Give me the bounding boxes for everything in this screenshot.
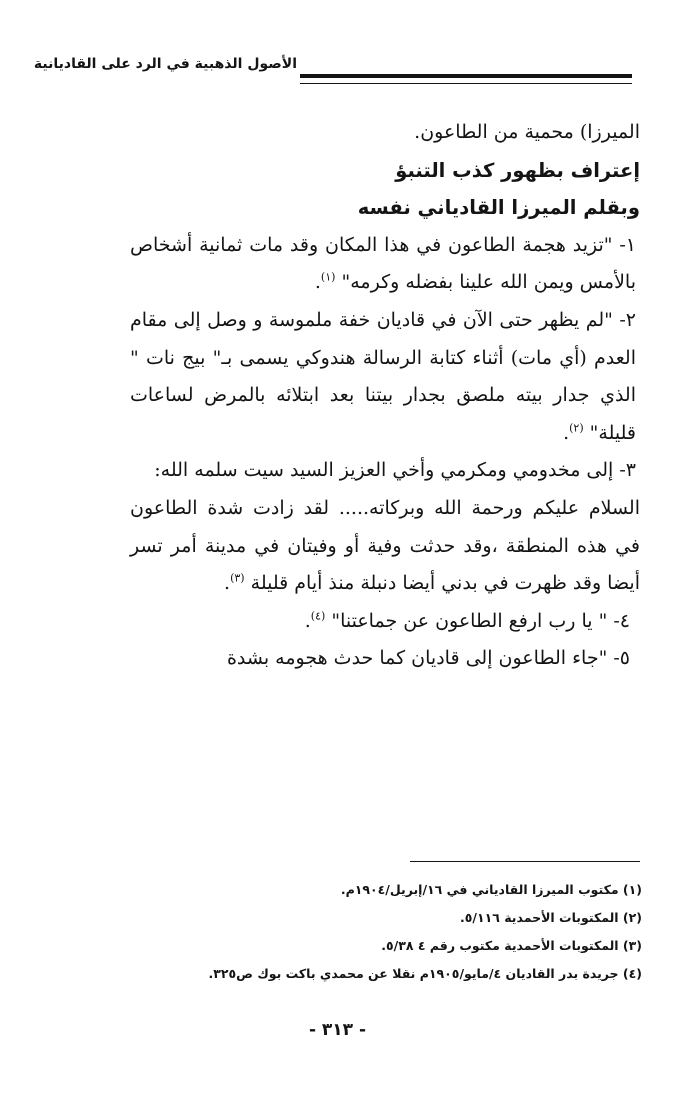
- opening-line: الميرزا) محمية من الطاعون.: [414, 121, 640, 143]
- footnote-ref: (٤): [310, 609, 326, 623]
- quote-item-end: .: [304, 609, 311, 632]
- quote-item-1: [130, 227, 640, 302]
- footnote-separator: [410, 861, 640, 862]
- quote-item-text: السلام عليكم ورحمة الله وبركاته..... لقد زادت شدة الطاعون في هذه المنطقة ،وقد حدثت وفية أو وفيتان في مدينة أمر تسر أيضا وقد ظهرت في بدني أيضا دنبلة منذ أيام قليلة: [130, 496, 640, 595]
- quote-item-2: [130, 302, 640, 452]
- header-rule-thick: [300, 74, 632, 78]
- quote-item-text: ٥- "جاء الطاعون إلى قاديان كما حدث هجومه بشدة: [226, 647, 630, 670]
- footnote-ref: (٣): [230, 571, 245, 585]
- quote-item-3: [130, 452, 640, 490]
- quote-item-end: .: [314, 271, 321, 294]
- footnote-3: (٣) المكتوبات الأحمدية مكتوب رقم ٤ ٥/٣٨.: [381, 938, 642, 953]
- footnote-ref: (٢): [569, 421, 584, 435]
- quote-item-end: .: [563, 421, 570, 444]
- quote-item-text: ٤- " يا رب ارفع الطاعون عن جماعتنا": [331, 609, 630, 632]
- footnote-4: (٤) جريدة بدر القاديان ٤/مايو/١٩٠٥م نقلا عن محمدي باكت بوك ص٣٢٥.: [208, 966, 642, 981]
- quote-item-text: ١- "تزيد هجمة الطاعون في هذا المكان وقد مات ثمانية أشخاص بالأمس ويمن الله علينا بفضله وكرمه": [130, 233, 636, 294]
- footnote-2: (٢) المكتوبات الأحمدية ٥/١١٦.: [460, 910, 642, 925]
- running-header-title: الأصول الذهبية في الرد على القاديانية: [33, 56, 297, 72]
- footnotes: [122, 876, 642, 988]
- quote-item-text: ٣- إلى مخدومي ومكرمي وأخي العزيز السيد سيت سلمه الله:: [154, 459, 636, 482]
- page-number: - ٣١٣ -: [308, 1020, 367, 1040]
- quote-item-4: [130, 603, 640, 641]
- footnote-ref: (١): [320, 271, 336, 285]
- body-text: [130, 114, 640, 678]
- quote-item-3-letter: [130, 490, 640, 603]
- section-heading-line-1: إعتراف بظهور كذب التنبؤ: [395, 158, 640, 182]
- header-rule-thin: [300, 83, 632, 84]
- quote-item-end: .: [224, 572, 231, 595]
- footnote-1: (١) مكتوب الميرزا القادياني في ١٦/إبريل/١٩٠٤م.: [340, 882, 642, 897]
- section-heading-line-2: وبقلم الميرزا القادياني نفسه: [357, 196, 640, 220]
- quote-item-text: ٢- "لم يظهر حتى الآن في قاديان خفة ملموسة و وصل إلى مقام العدم (أي مات) أثناء كتابة الرسالة هندوكي يسمى بـ" بيج نات " الذي جدار بيته ملصق بجدار بيتنا بعد ابتلائه بالمرض لساعات قليلة": [130, 308, 636, 444]
- quote-item-5: [130, 640, 640, 678]
